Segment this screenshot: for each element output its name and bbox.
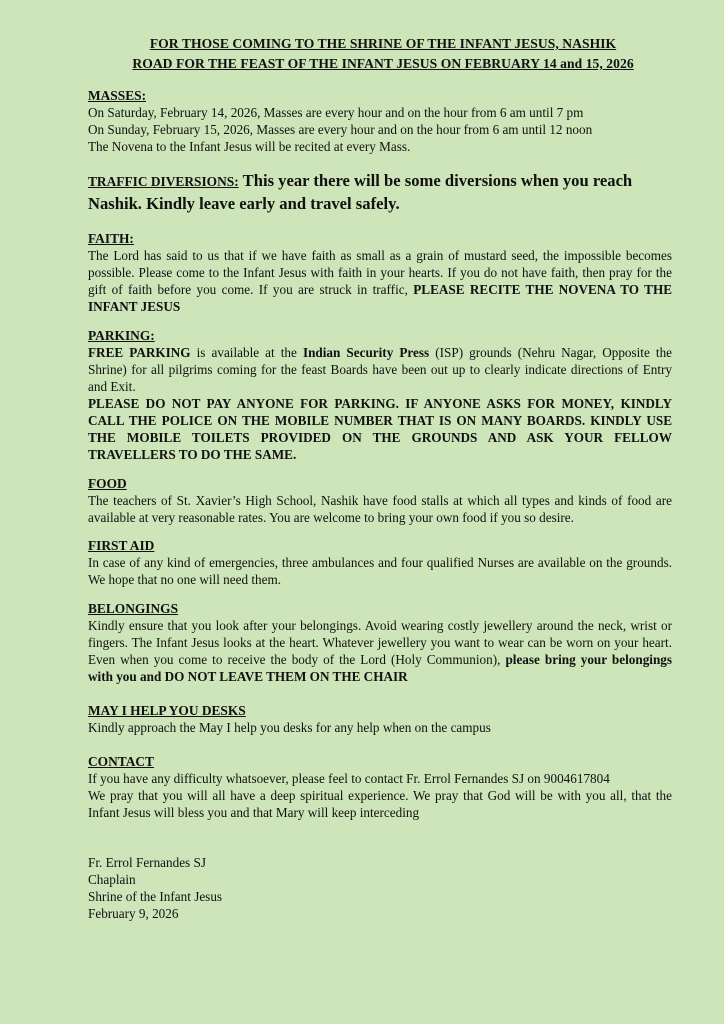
faith-heading: FAITH: [88, 231, 134, 246]
signature-block [88, 854, 672, 922]
belongings-heading: BELONGINGS [88, 601, 179, 616]
traffic-section [88, 170, 672, 216]
signature-role: Chaplain [88, 872, 136, 887]
masses-novena: The Novena to the Infant Jesus will be recited at every Mass. [88, 139, 411, 154]
first-aid-heading: FIRST AID [88, 538, 155, 553]
parking-text-1: is available at the [196, 345, 297, 360]
faith-section [88, 230, 672, 315]
title-line-1: FOR THOSE COMING TO THE SHRINE OF THE INFANT JESUS, NASHIK [149, 36, 617, 51]
masses-saturday: On Saturday, February 14, 2026, Masses are every hour and on the hour from 6 am until 7 pm [88, 105, 584, 120]
belongings-text [88, 617, 672, 685]
belongings-section [88, 600, 672, 685]
help-desks-heading: MAY I HELP YOU DESKS [88, 703, 246, 718]
signature-org: Shrine of the Infant Jesus [88, 889, 223, 904]
parking-text-2: (ISP) grounds (Nehru Nagar, Opposite the Shrine) for all pilgrims coming for the feast Boards have been out up to clearly indicate directions of Entry and Exit. [88, 345, 673, 394]
food-section [88, 475, 672, 526]
contact-line: If you have any difficulty whatsoever, please feel to contact Fr. Errol Fernandes SJ on 9004617804 [88, 771, 610, 786]
food-text: The teachers of St. Xavier’s High School, Nashik have food stalls at which all types and kinds of food are available at very reasonable rates. You are welcome to bring your own food if you so desire. [88, 493, 672, 525]
signature-date: February 9, 2026 [88, 906, 179, 921]
contact-section [88, 753, 672, 821]
parking-heading: PARKING: [88, 328, 155, 343]
first-aid-section [88, 537, 672, 588]
notice-title [88, 34, 678, 74]
signature-name: Fr. Errol Fernandes SJ [88, 855, 206, 870]
food-heading: FOOD [88, 476, 127, 491]
masses-sunday: On Sunday, February 15, 2026, Masses are every hour and on the hour from 6 am until 12 noon [88, 122, 593, 137]
help-desks-section [88, 702, 672, 736]
parking-warning: PLEASE DO NOT PAY ANYONE FOR PARKING. IF ANYONE ASKS FOR MONEY, KINDLY CALL THE POLICE ON THE MOBILE NUMBER THAT IS ON MANY BOARDS. KINDLY USE THE MOBILE TOILETS PROVIDED ON THE GROUNDS AND ASK YOUR FELLOW TRAVELLERS TO DO THE SAME. [88, 396, 672, 462]
parking-text [88, 344, 672, 395]
title-line-2: ROAD FOR THE FEAST OF THE INFANT JESUS ON FEBRUARY 14 and 15, 2026 [132, 56, 634, 71]
parking-free: FREE PARKING [88, 345, 191, 360]
faith-body: The Lord has said to us that if we have faith as small as a grain of mustard seed, the impossible becomes possible. Please come to the Infant Jesus with faith in your hearts. If you do not have faith, then pray for the gift of faith before you come. If you are struck in traffic, [88, 248, 672, 297]
parking-section [88, 327, 672, 463]
traffic-text: This year there will be some diversions when you reach Nashik. Kindly leave early and travel safely. [88, 171, 633, 213]
help-desks-text: Kindly approach the May I help you desks for any help when on the campus [88, 720, 491, 735]
contact-prayer: We pray that you will all have a deep spiritual experience. We pray that God will be with you all, that the Infant Jesus will bless you and that Mary will keep interceding [88, 788, 672, 820]
parking-isp: Indian Security Press [302, 345, 430, 360]
belongings-bold: please bring your belongings with you and DO NOT LEAVE THEM ON THE CHAIR [88, 652, 673, 684]
traffic-heading: TRAFFIC DIVERSIONS: [88, 174, 239, 189]
contact-heading: CONTACT [88, 754, 154, 769]
belongings-body: Kindly ensure that you look after your belongings. Avoid wearing costly jewellery around the neck, wrist or fingers. The Infant Jesus looks at the heart. Whatever jewellery you want to wear can be worn on your heart. Even when you come to receive the body of the Lord (Holy Communion), [88, 618, 672, 667]
faith-bold: PLEASE RECITE THE NOVENA TO THE INFANT JESUS [88, 282, 672, 314]
masses-heading: MASSES: [88, 88, 147, 103]
faith-text [88, 247, 672, 315]
first-aid-text: In case of any kind of emergencies, three ambulances and four qualified Nurses are available on the grounds. We hope that no one will need them. [88, 555, 672, 587]
masses-section [88, 87, 672, 155]
